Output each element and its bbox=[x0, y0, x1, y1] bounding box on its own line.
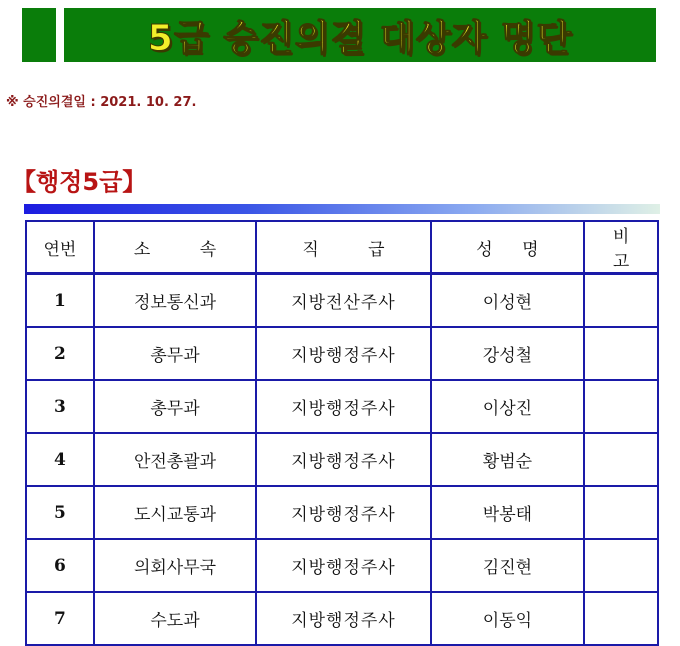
candidate-table bbox=[25, 220, 659, 646]
title-banner bbox=[22, 8, 656, 62]
title-main-block bbox=[64, 8, 656, 62]
cell-note bbox=[584, 274, 658, 328]
cell-dept: 안전총괄과 bbox=[94, 433, 257, 486]
section-title: 【행정5급】 bbox=[12, 168, 147, 196]
cell-grade: 지방행정주사 bbox=[256, 380, 430, 433]
cell-note bbox=[584, 433, 658, 486]
cell-no: 3 bbox=[26, 380, 94, 433]
cell-note bbox=[584, 592, 658, 645]
header-name: 성 명 bbox=[431, 221, 584, 274]
header-grade: 직 급 bbox=[256, 221, 430, 274]
cell-no: 2 bbox=[26, 327, 94, 380]
cell-no: 5 bbox=[26, 486, 94, 539]
cell-grade: 지방행정주사 bbox=[256, 592, 430, 645]
cell-name: 박봉태 bbox=[431, 486, 584, 539]
cell-name: 황범순 bbox=[431, 433, 584, 486]
header-no: 연번 bbox=[26, 221, 94, 274]
cell-grade: 지방전산주사 bbox=[256, 274, 430, 328]
table-header-row bbox=[26, 221, 658, 274]
table-row bbox=[26, 592, 658, 645]
cell-name: 강성철 bbox=[431, 327, 584, 380]
cell-name: 이성현 bbox=[431, 274, 584, 328]
title-side-block bbox=[22, 8, 56, 62]
cell-name: 이상진 bbox=[431, 380, 584, 433]
table-body bbox=[26, 274, 658, 646]
header-note: 비 고 bbox=[584, 221, 658, 274]
table-row bbox=[26, 486, 658, 539]
cell-no: 6 bbox=[26, 539, 94, 592]
cell-grade: 지방행정주사 bbox=[256, 327, 430, 380]
page-title: 5급 승진의결 대상자 명단 bbox=[147, 17, 573, 59]
cell-grade: 지방행정주사 bbox=[256, 486, 430, 539]
header-dept: 소 속 bbox=[94, 221, 257, 274]
table-row bbox=[26, 539, 658, 592]
cell-note bbox=[584, 380, 658, 433]
table-row bbox=[26, 380, 658, 433]
cell-note bbox=[584, 486, 658, 539]
cell-note bbox=[584, 327, 658, 380]
table-row bbox=[26, 327, 658, 380]
cell-note bbox=[584, 539, 658, 592]
cell-dept: 총무과 bbox=[94, 327, 257, 380]
cell-name: 김진현 bbox=[431, 539, 584, 592]
cell-dept: 정보통신과 bbox=[94, 274, 257, 328]
cell-grade: 지방행정주사 bbox=[256, 539, 430, 592]
cell-name: 이동익 bbox=[431, 592, 584, 645]
cell-grade: 지방행정주사 bbox=[256, 433, 430, 486]
cell-no: 1 bbox=[26, 274, 94, 328]
cell-dept: 의회사무국 bbox=[94, 539, 257, 592]
table-row bbox=[26, 433, 658, 486]
table-row bbox=[26, 274, 658, 328]
resolution-date: ※ 승진의결일 : 2021. 10. 27. bbox=[6, 95, 197, 110]
cell-dept: 도시교통과 bbox=[94, 486, 257, 539]
cell-no: 7 bbox=[26, 592, 94, 645]
cell-dept: 수도과 bbox=[94, 592, 257, 645]
cell-no: 4 bbox=[26, 433, 94, 486]
cell-dept: 총무과 bbox=[94, 380, 257, 433]
gradient-divider bbox=[24, 204, 660, 214]
